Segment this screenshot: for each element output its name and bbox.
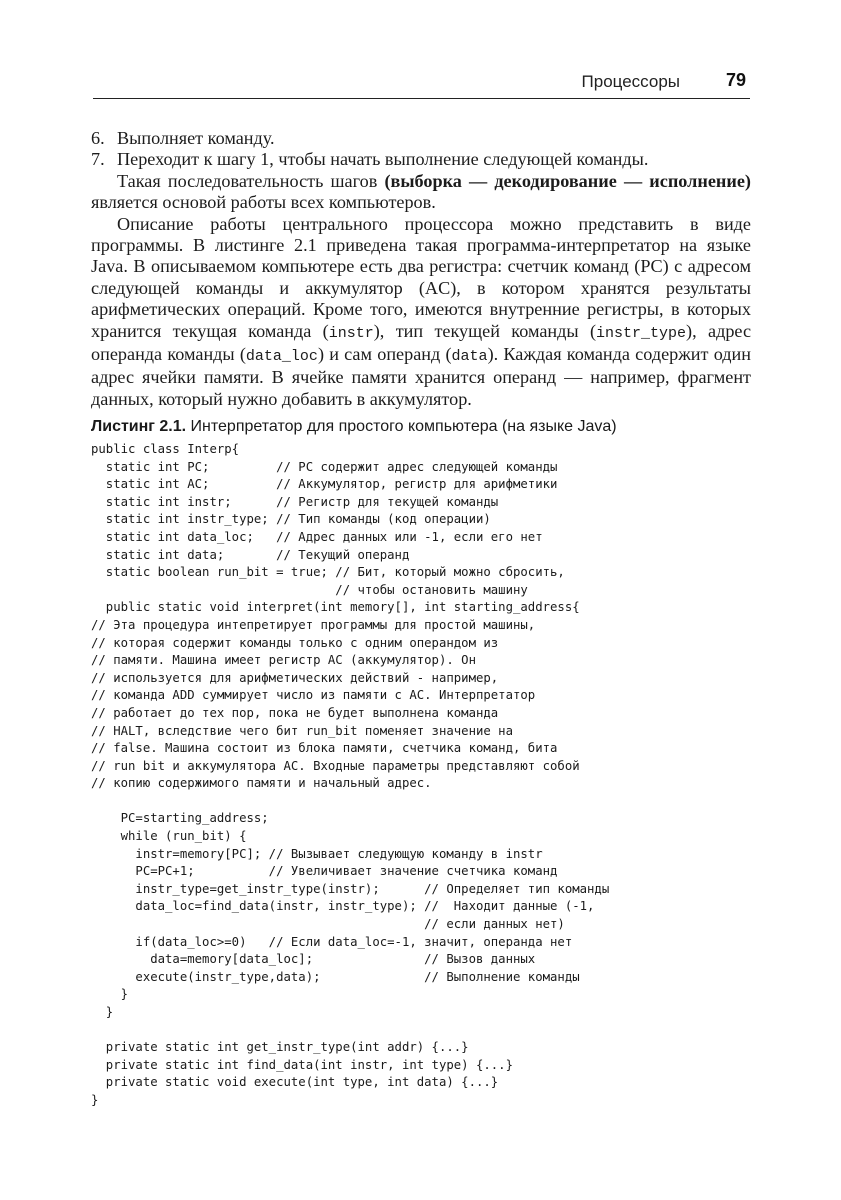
list-number: 7. — [91, 149, 105, 170]
listing-caption — [91, 418, 751, 436]
para-bold-text: (выборка — декодирование — исполнение) — [384, 170, 751, 191]
inline-code: data — [451, 348, 488, 366]
listing-label: Листинг 2.1. — [91, 418, 187, 435]
inline-code: data_loc — [245, 348, 318, 366]
para-text: ). Каждая команда содержит один адрес ячейки памяти. В ячейке памяти хранится операнд — например, фрагмент данных, который нужно добавить в аккумулятор. — [91, 344, 751, 409]
para-text: ) и сам операнд ( — [317, 344, 452, 365]
paragraph-cycle — [91, 171, 751, 214]
body-text — [91, 128, 751, 410]
listing-title: Интерпретатор для простого компьютера (на языке Java) — [186, 418, 617, 435]
list-item-6 — [91, 128, 751, 149]
para-text: является основой работы всех компьютеров. — [91, 192, 436, 213]
list-item-7 — [91, 149, 751, 170]
inline-code: instr — [328, 324, 374, 342]
page-number: 79 — [725, 70, 746, 90]
para-text: Описание работы центрального процессора можно представить в виде программы. В листинге 2.1 приведена такая программа-интерпретатор на языке Java. В описываемом компьютере есть два регистра: счетчик команд (PC) с адресом следующей команды и аккумулятор (AC), в котором хранятся результаты арифметических операций. Кроме того, имеются внутренние регистры, в которых хранится текущая команда ( — [91, 213, 751, 341]
para-text: ), адрес операнда команды ( — [91, 320, 752, 365]
para-text: Такая последовательность шагов — [117, 170, 385, 191]
list-number: 6. — [91, 128, 105, 148]
para-text: ), тип текущей команды ( — [373, 320, 597, 341]
running-header — [93, 70, 750, 99]
section-title: Процессоры — [581, 72, 680, 91]
list-text: Переходит к шагу 1, чтобы начать выполнение следующей команды. — [117, 149, 649, 170]
list-text: Выполняет команду. — [117, 128, 275, 148]
code-listing: public class Interp{ static int PC; // PC содержит адрес следующей команды static int AC; // Аккумулятор, регистр для арифметики static int instr; // Регистр для текущей команды static int instr_type; // Тип команды (код операции) static int data_loc; // Адрес данных или -1, если его нет static int data; // Текущий операнд static boolean run_bit = true; // Бит, который можно сбросить, // чтобы остановить машину public static void interpret(int memory[], int starting_address{ // Эта процедура интепретирует программы для простой машины, // которая содержит команды только с одним операндом из // памяти. Машина имеет регистр AC (аккумулятор). Он // используется для арифметических действий - например, // команда ADD суммирует число из памяти с AC. Интерпретатор // работает до тех пор, пока не будет выполнена команда // HALT, вследствие чего бит run_bit поменяет значение на // false. Машина состоит из блока памяти, счетчика команд, бита // run bit и аккумулятора AC. Входные параметры представляют собой // копию содержимого памяти и начальный адрес. PC=starting_address; while (run_bit) { instr=memory[PC]; // Вызывает следующую команду в instr PC=PC+1; // Увеличивает значение счетчика команд instr_type=get_instr_type(instr); // Определяет тип команды data_loc=find_data(instr, instr_type); // Находит данные (-1, // если данных нет) if(data_loc>=0) // Если data_loc=-1, значит, операнда нет data=memory[data_loc]; // Вызов данных execute(instr_type,data); // Выполнение команды } } private static int get_instr_type(int addr) {...} private static int find_data(int instr, int type) {...} private static void execute(int type, int data) {...} } — [91, 442, 610, 1107]
paragraph-description — [91, 214, 751, 411]
inline-code: instr_type — [596, 324, 687, 342]
